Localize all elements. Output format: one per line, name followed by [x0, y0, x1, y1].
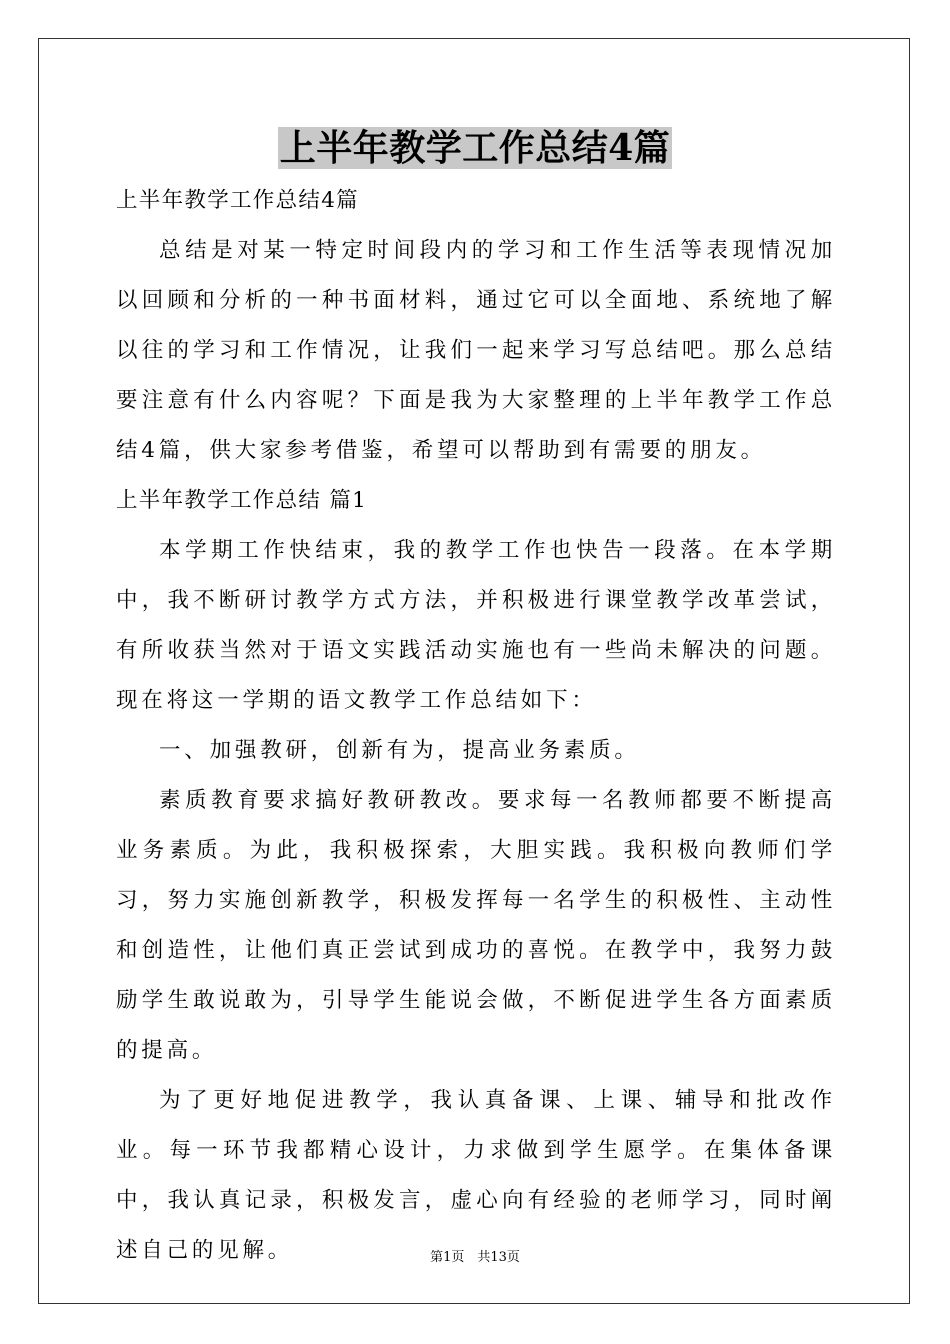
body-paragraph: 为了更好地促进教学，我认真备课、上课、辅导和批改作业。每一环节我都精心设计，力求做到学生愿学。在集体备课中，我认真记录，积极发言，虚心向有经验的老师学习，同时阐述自己的见解。 [116, 1088, 836, 1263]
intro-paragraph: 总结是对某一特定时间段内的学习和工作生活等表现情况加以回顾和分析的一种书面材料，通过它可以全面地、系统地了解以往的学习和工作情况，让我们一起来学习写总结吧。那么总结要注意有什么内容呢？下面是我为大家整理的上半年教学工作总结4篇，供大家参考借鉴，希望可以帮助到有需要的朋友。 [116, 238, 836, 463]
document-title-text: 上半年教学工作总结4篇 [279, 127, 671, 169]
body-paragraph: 一、加强教研，创新有为，提高业务素质。 [159, 738, 640, 763]
document-title [0, 124, 950, 172]
page-number: 第1页 共13页 [430, 1250, 520, 1265]
body-paragraph: 本学期工作快结束，我的教学工作也快告一段落。在本学期中，我不断研讨教学方式方法，并积极进行课堂教学改革尝试，有所收获当然对于语文实践活动实施也有一些尚未解决的问题。现在将这一学期的语文教学工作总结如下： [116, 538, 836, 713]
document-body [116, 176, 836, 1276]
section-heading: 上半年教学工作总结 篇1 [116, 488, 368, 513]
page-footer [0, 1250, 950, 1266]
document-subtitle: 上半年教学工作总结4篇 [116, 188, 359, 213]
body-paragraph: 素质教育要求搞好教研教改。要求每一名教师都要不断提高业务素质。为此，我积极探索，大胆实践。我积极向教师们学习，努力实施创新教学，积极发挥每一名学生的积极性、主动性和创造性，让他们真正尝试到成功的喜悦。在教学中，我努力鼓励学生敢说敢为，引导学生能说会做，不断促进学生各方面素质的提高。 [116, 788, 836, 1063]
